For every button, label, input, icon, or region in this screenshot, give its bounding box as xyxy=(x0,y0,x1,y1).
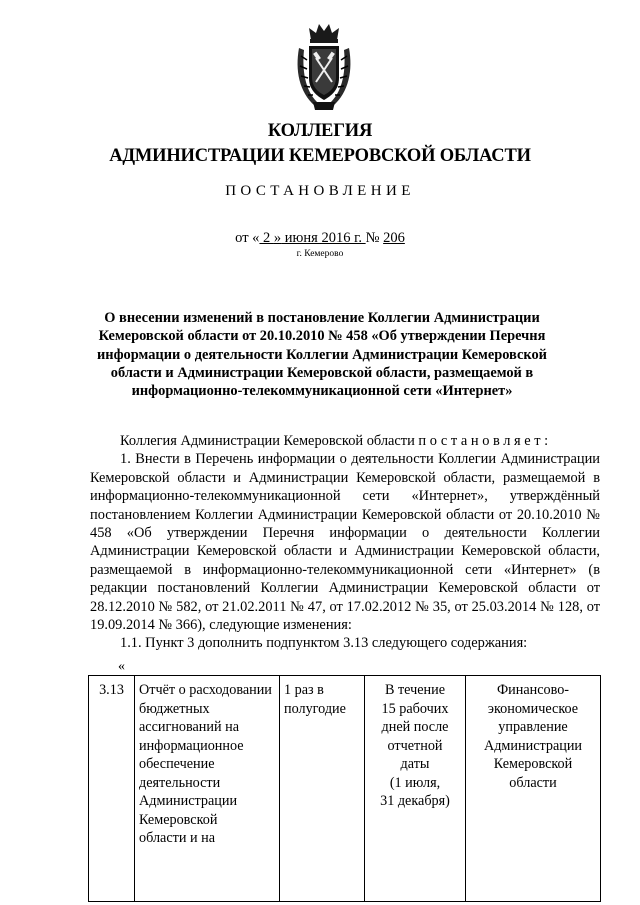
cell-info-name xyxy=(135,676,280,902)
cell-deadline xyxy=(365,676,466,902)
number-sign: № xyxy=(365,230,384,246)
date-line xyxy=(0,230,640,247)
intro-paragraph xyxy=(90,432,600,450)
cell-frequency xyxy=(280,676,365,902)
date-close-quote: » xyxy=(273,230,282,246)
paragraph-1-1: 1.1. Пункт 3 дополнить подпунктом 3.13 следующего содержания: xyxy=(120,635,528,652)
cell-responsible-text: Финансово- экономическое управление Администрации Кемеровской области xyxy=(483,682,583,791)
cell-number-text: 3.13 xyxy=(99,682,124,698)
opening-quote: « xyxy=(118,659,125,674)
cell-info-name-text: Отчёт о расходовании бюджетных ассигнований на информационное обеспечение деятельности Администрации Кемеровской области и на xyxy=(139,682,272,846)
amendment-table xyxy=(88,675,601,902)
cell-responsible xyxy=(466,676,601,902)
document-type: ПОСТАНОВЛЕНИЕ xyxy=(225,183,415,199)
paragraph-1: 1. Внести в Перечень информации о деятельности Коллегии Администрации Кемеровской области и Администрации Кемеровской области, размещаемой в информационно-телекоммуникационной сети «Интернет», утверждённый постановлением Коллегии Администрации Кемеровской области от 20.10.2010 № 458 «Об утверждении Перечня информации о деятельности Коллегии Администрации Кемеровской области и Администрации Кемеровской области, размещаемой в информационно-телекоммуникационной сети «Интернет» (в редакции постановлений Коллегии Администрации Кемеровской области от 28.12.2010 № 582, от 21.02.2011 № 47, от 17.02.2012 № 35, от 25.03.2014 № 128, от 19.09.2014 № 366), следующие изменения: xyxy=(90,451,600,634)
cell-number xyxy=(89,676,135,902)
document-number: 206 xyxy=(383,230,405,246)
intro-text: Коллегия Администрации Кемеровской области xyxy=(120,433,419,449)
document-title: О внесении изменений в постановление Коллегии Администрации Кемеровской области от 20.10.2010 № 458 «Об утверждении Перечня информации о деятельности Коллегии Администрации Кемеровской области и Администрации Кемеровской области, размещаемой в информационно-телекоммуникационной сети «Интернет» xyxy=(97,310,547,400)
org-name-line2: АДМИНИСТРАЦИИ КЕМЕРОВСКОЙ ОБЛАСТИ xyxy=(109,146,531,166)
org-name-line1: КОЛЛЕГИЯ xyxy=(267,121,373,141)
cell-deadline-text: В течение 15 рабочих дней после отчетной даты (1 июля, 31 декабря) xyxy=(380,682,450,809)
intro-decree-word: постановляет: xyxy=(418,433,552,449)
cell-frequency-text: 1 раз в полугодие xyxy=(284,682,346,717)
date-day: 2 xyxy=(259,230,274,246)
table-row xyxy=(89,676,601,902)
coat-of-arms-emblem xyxy=(295,20,353,116)
date-prefix: от « xyxy=(235,230,260,246)
date-month-year: июня 2016 г. xyxy=(281,230,366,246)
document-body xyxy=(90,432,600,653)
city-name: г. Кемерово xyxy=(296,249,344,259)
